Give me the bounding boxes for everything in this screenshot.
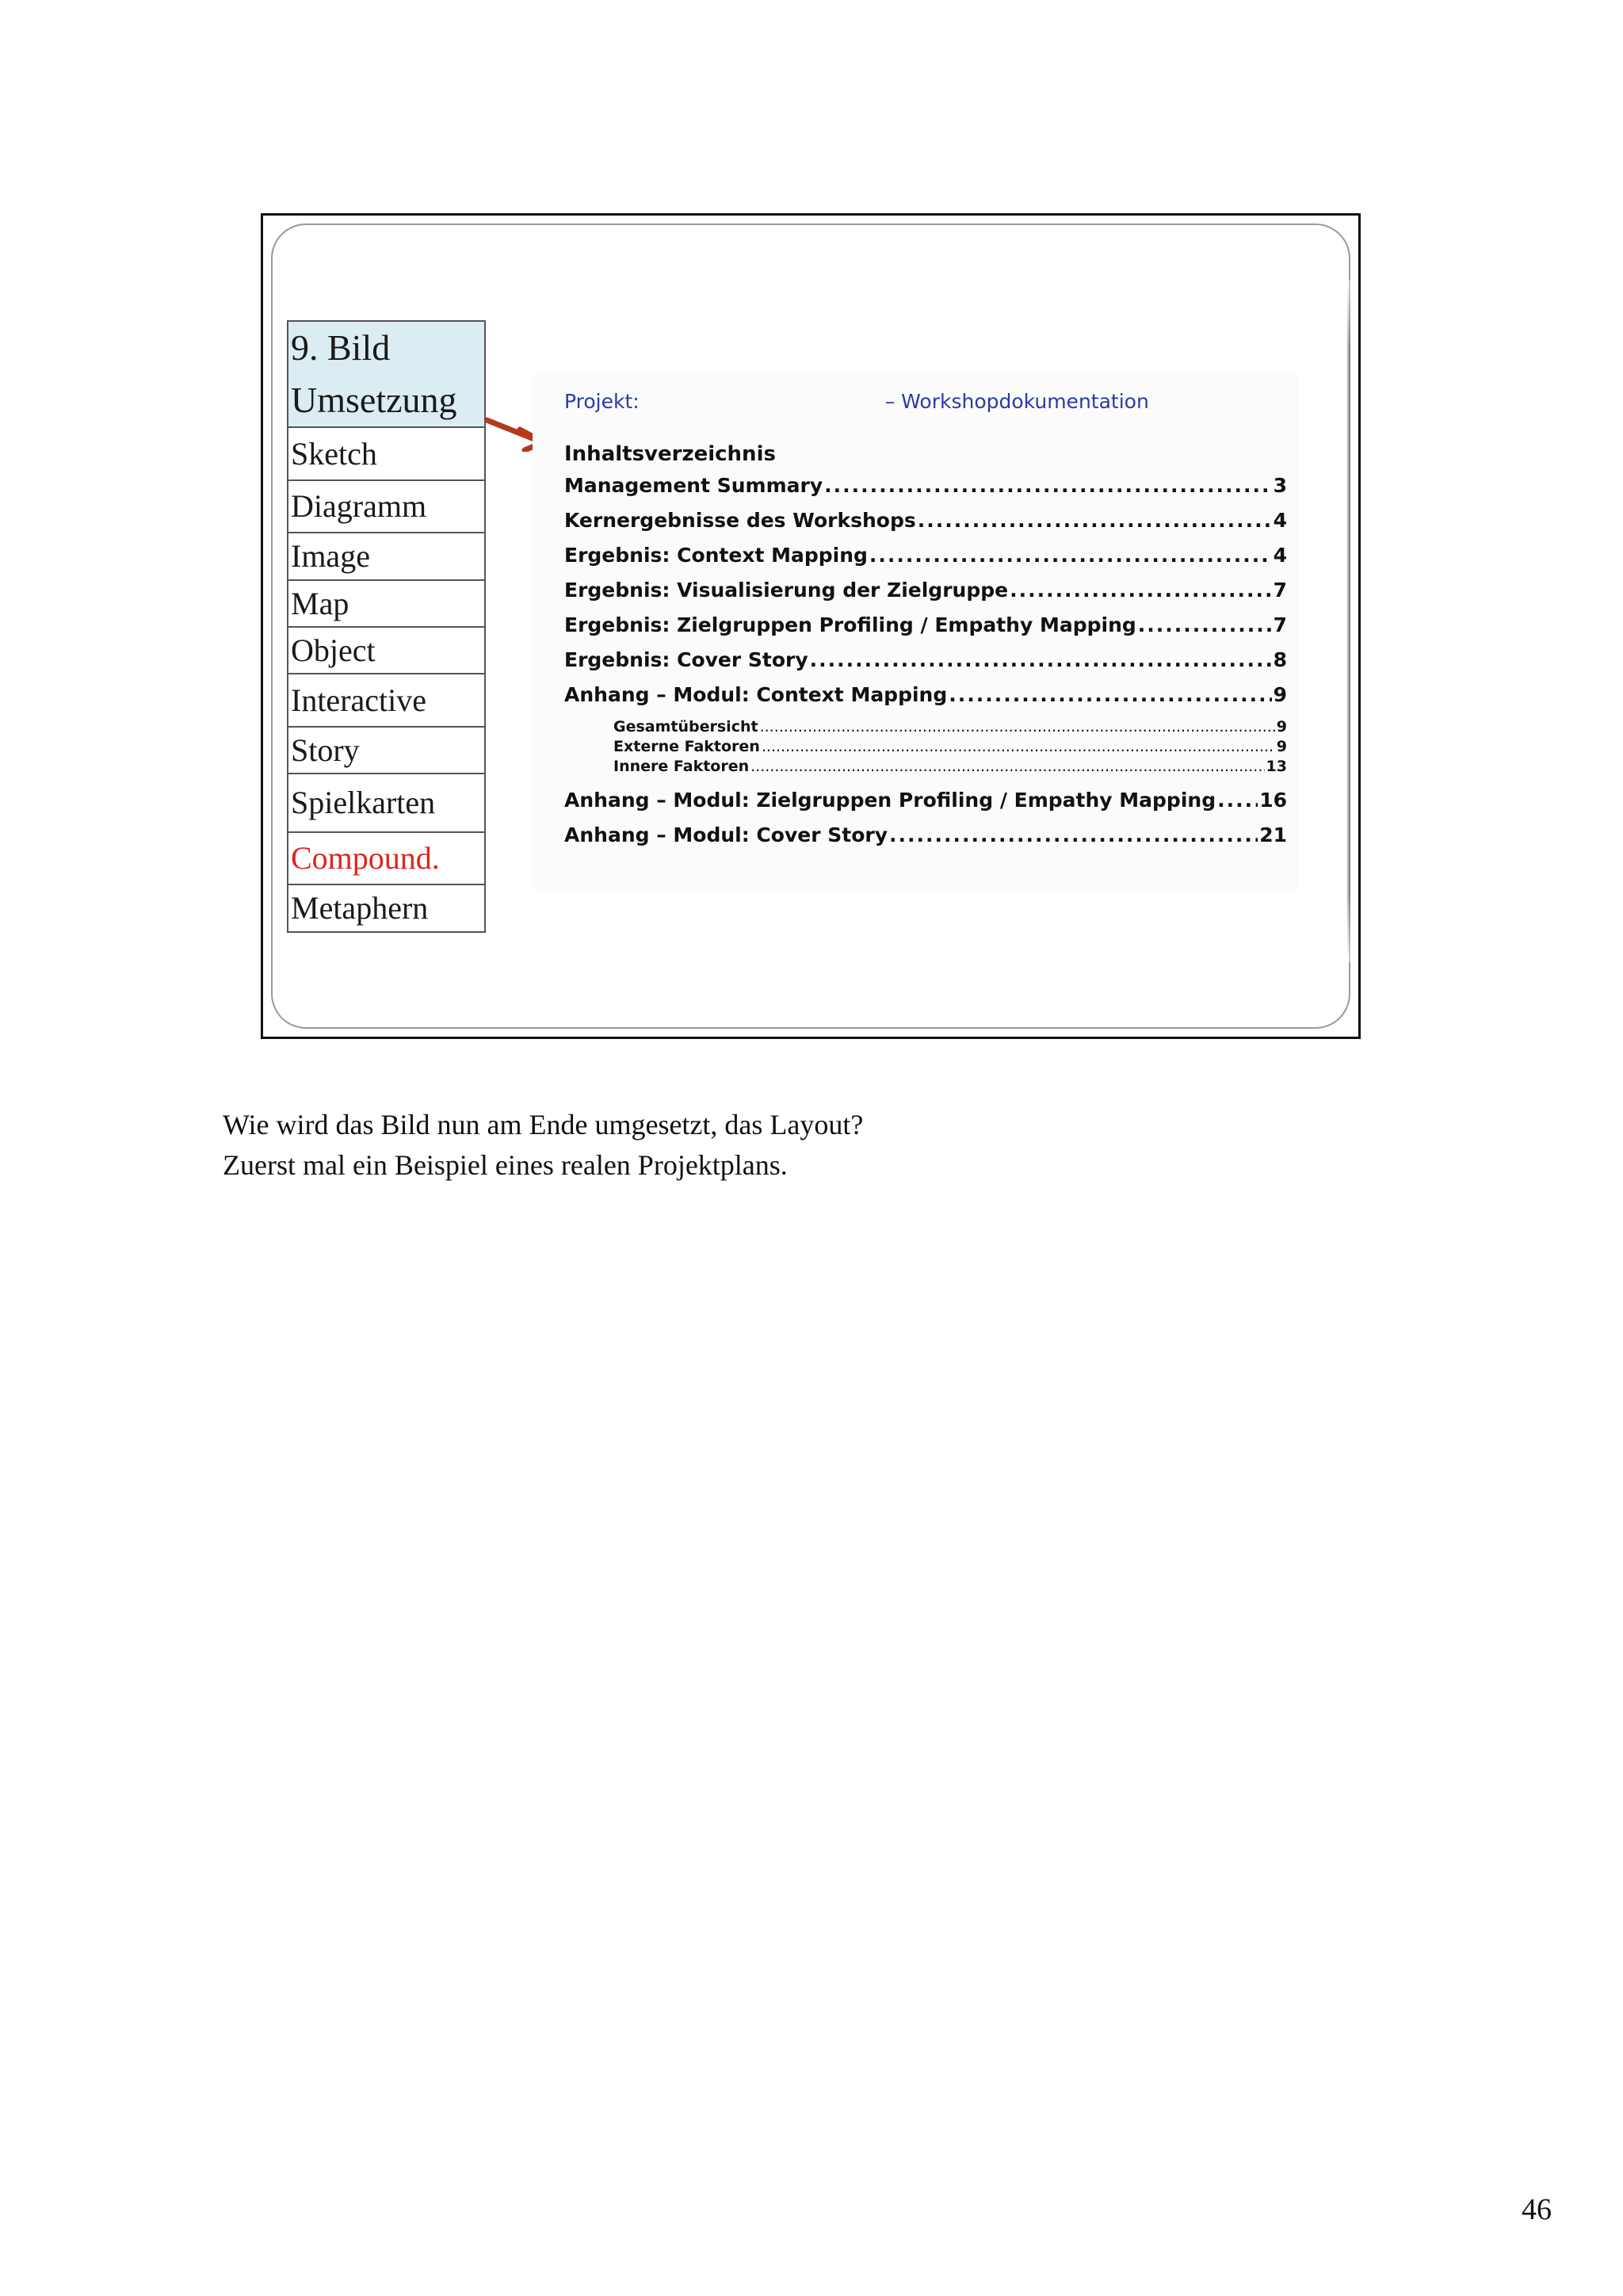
toc-leader-dots [1217,789,1258,812]
toc-entry-text: Kernergebnisse des Workshops [564,509,916,532]
toc-entry-text: Ergebnis: Visualisierung der Zielgruppe [564,579,1009,602]
toc-title: Inhaltsverzeichnis [564,442,776,466]
toc-entry-text: Anhang – Modul: Cover Story [564,823,888,846]
toc-entry [564,613,1287,648]
toc-leader-dots [810,648,1272,671]
toc-entry [564,579,1287,613]
toc-leader-dots [918,509,1272,532]
toc-leader-dots [889,823,1258,846]
toc-entry-text: Gesamtübersicht [613,718,758,735]
toc-leader-dots [1010,579,1272,602]
category-item: Object [288,627,485,674]
toc-page-number: 8 [1273,648,1287,671]
caption-line-2: Zuerst mal ein Beispiel eines realen Projektplans. [223,1149,788,1181]
toc-entry-text: Anhang – Modul: Context Mapping [564,683,948,706]
toc-page-number: 16 [1259,789,1287,812]
toc-page-number: 7 [1273,613,1287,636]
toc-entry-text: Anhang – Modul: Zielgruppen Profiling / Empathy Mapping [564,789,1216,812]
toc-subentry [564,738,1287,758]
toc-page-number: 4 [1273,544,1287,567]
toc-leader-dots [1138,613,1272,636]
toc-entry [564,474,1287,509]
toc-page-number: 3 [1273,474,1287,497]
category-item: Sketch [288,427,485,480]
toc-page-number: 9 [1276,738,1287,755]
toc-leader-dots [760,718,1275,735]
toc-page-number: 4 [1273,509,1287,532]
toc-page-number: 7 [1273,579,1287,602]
toc-page-number: 9 [1273,683,1287,706]
category-header [288,321,485,427]
category-item: Compound. [288,832,485,884]
toc-entry [564,648,1287,683]
slide-edge-shadow [1347,281,1350,962]
toc-entry-text: Innere Faktoren [613,758,750,775]
toc-entry-text: Management Summary [564,474,823,497]
caption [223,1105,863,1186]
toc-entry-text: Ergebnis: Cover Story [564,648,808,671]
toc-page-number: 21 [1259,823,1287,846]
toc-entry [564,823,1287,858]
category-table [287,320,486,933]
category-header-line: Umsetzung [291,380,457,420]
toc-entry [564,509,1287,544]
category-item: Story [288,727,485,774]
toc-leader-dots [869,544,1272,567]
page-number: 46 [1522,2193,1552,2226]
toc-leader-dots [762,738,1275,755]
toc-subentry [564,718,1287,738]
toc-entry [564,683,1287,718]
document-header [564,390,1149,413]
category-item: Interactive [288,674,485,727]
toc-entry [564,544,1287,579]
project-label: Projekt: [564,390,640,413]
category-item: Image [288,533,485,580]
toc-leader-dots [750,758,1264,775]
category-item: Diagramm [288,480,485,533]
category-item: Map [288,580,485,627]
toc-leader-dots [824,474,1271,497]
document-toc-panel [533,374,1298,889]
toc-entry-text: Ergebnis: Context Mapping [564,544,868,567]
toc-entry-text: Ergebnis: Zielgruppen Profiling / Empathy Mapping [564,613,1136,636]
toc-list [564,474,1287,858]
toc-entry [564,789,1287,823]
toc-leader-dots [949,683,1271,706]
category-item: Metaphern [288,884,485,932]
category-header-line: 9. Bild [291,327,391,368]
toc-page-number: 13 [1266,758,1287,775]
category-item: Spielkarten [288,774,485,832]
toc-subentry [564,758,1287,777]
document-title: – Workshopdokumentation [884,390,1149,413]
caption-line-1: Wie wird das Bild nun am Ende umgesetzt, das Layout? [223,1109,864,1140]
toc-entry-text: Externe Faktoren [613,738,760,755]
toc-page-number: 9 [1276,718,1287,735]
